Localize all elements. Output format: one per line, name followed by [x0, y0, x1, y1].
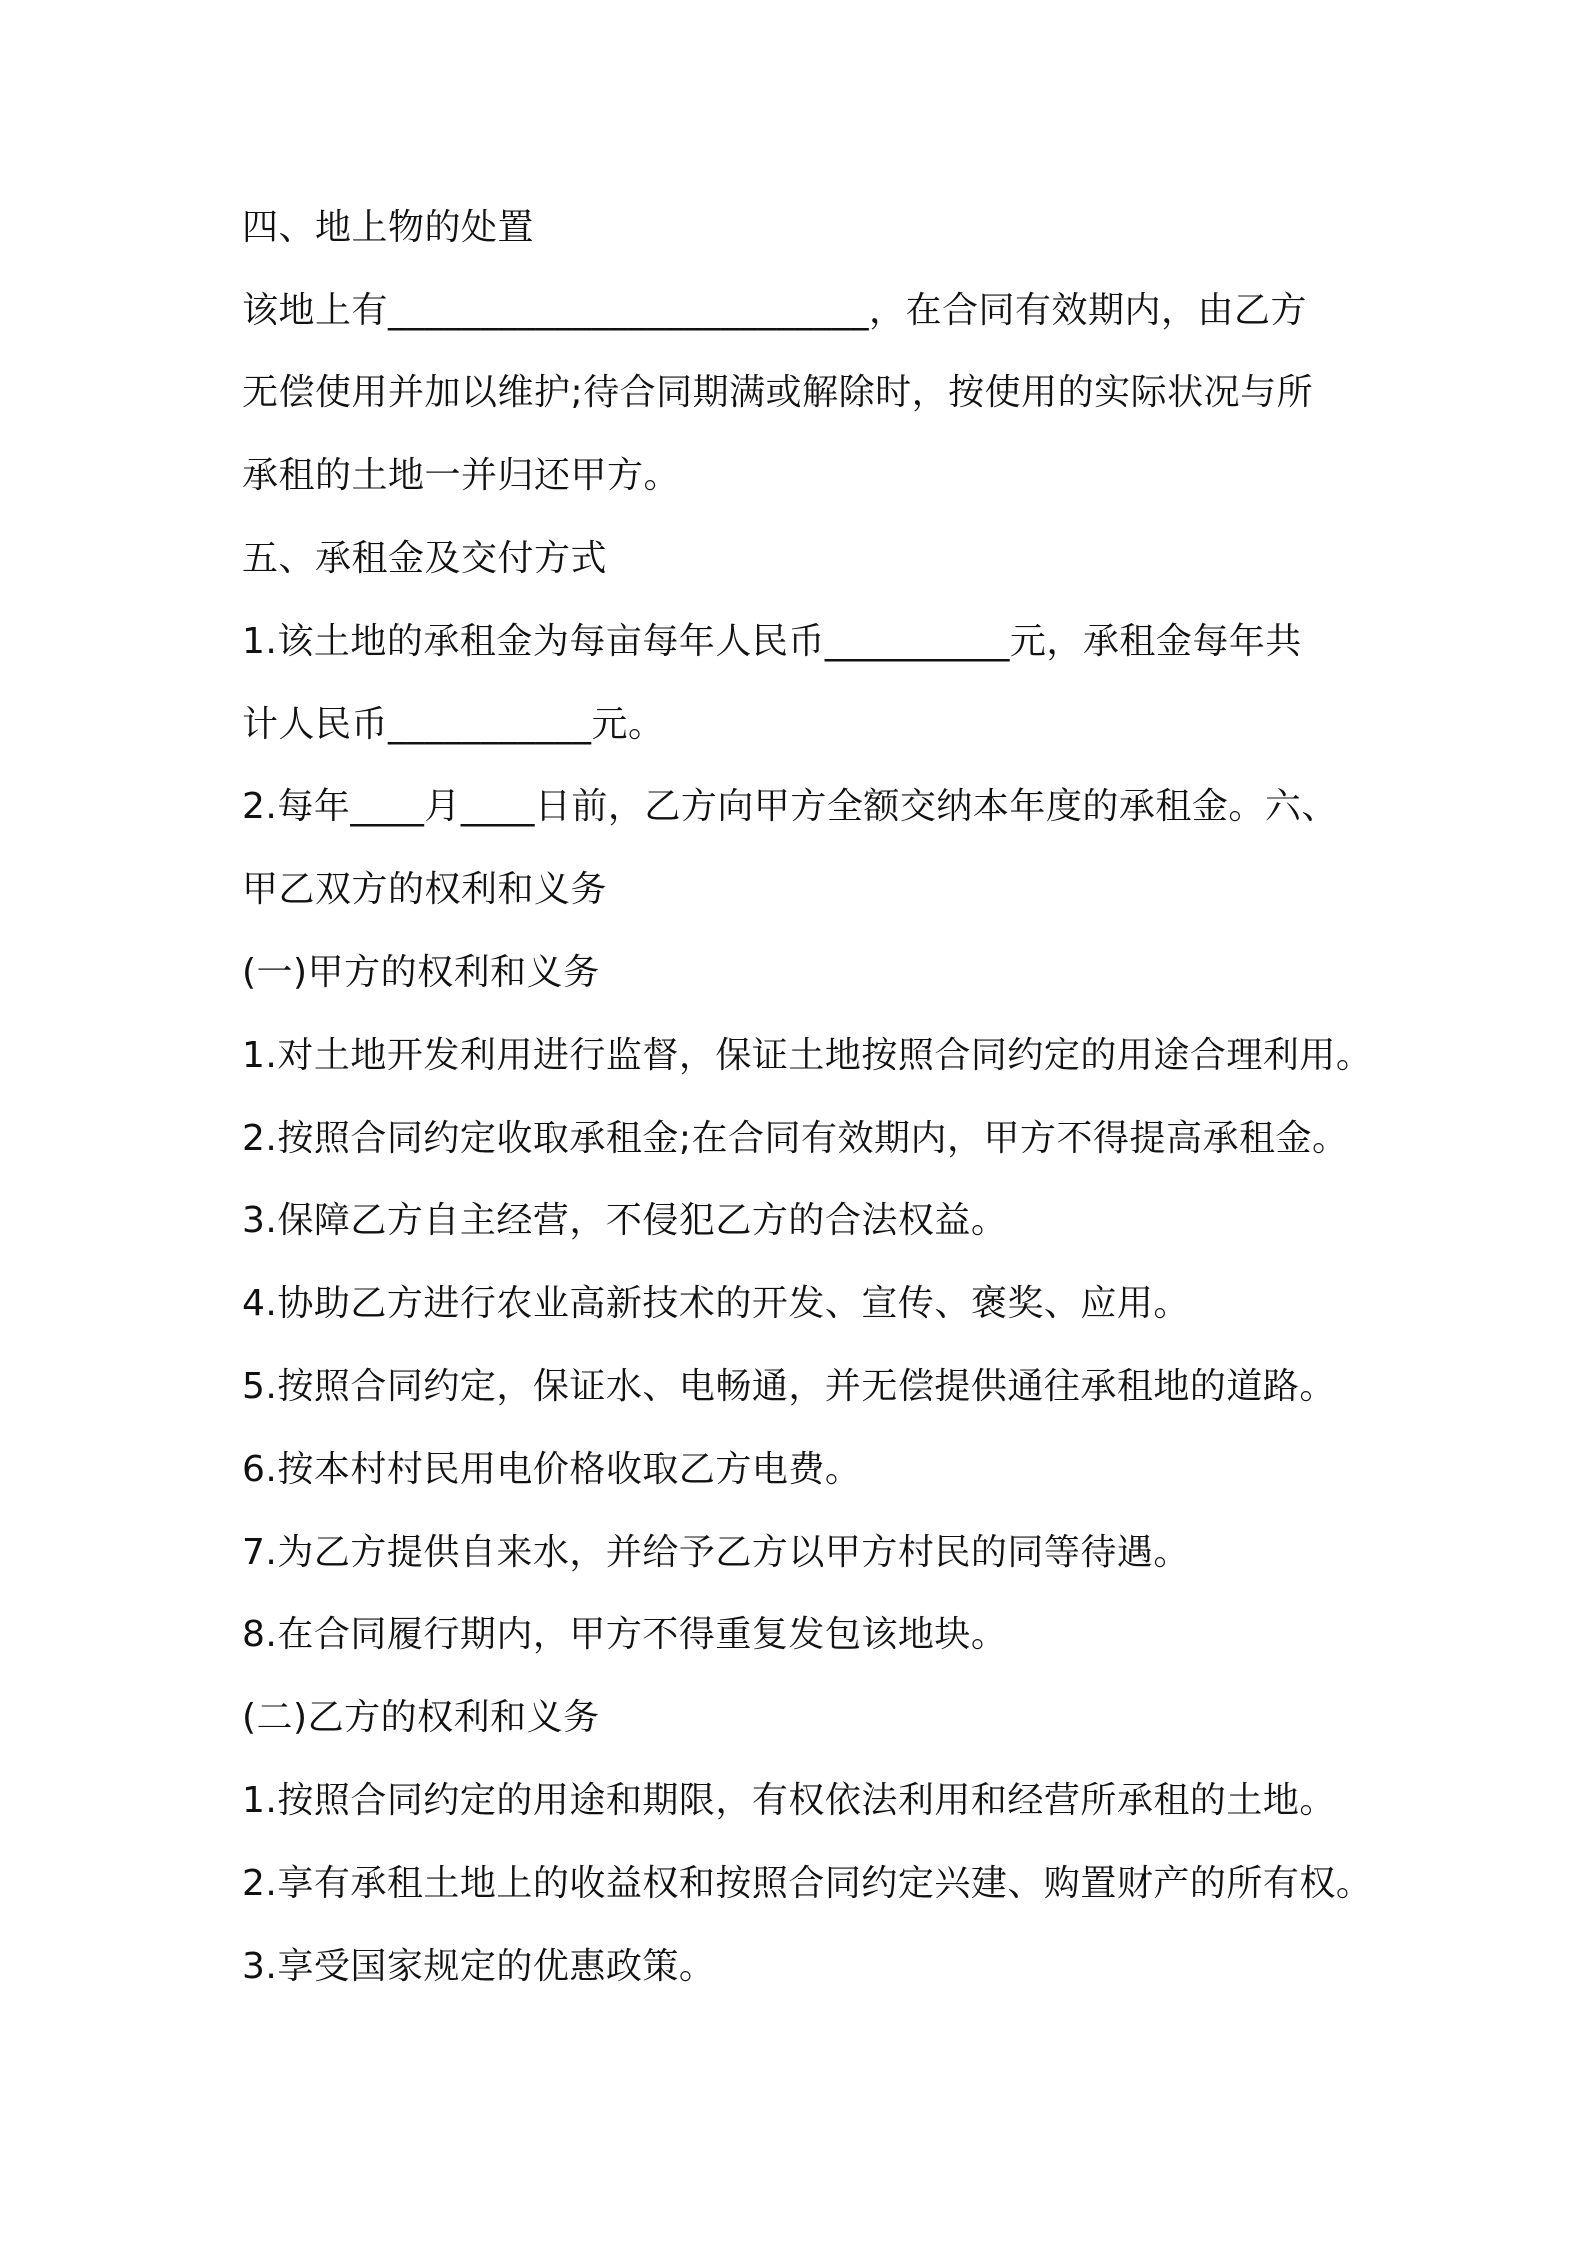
- section-heading-rights: 甲乙双方的权利和义务: [242, 869, 608, 910]
- subsection-heading-party-b: (二)乙方的权利和义务: [242, 1697, 600, 1738]
- list-item: 3.享受国家规定的优惠政策。: [242, 1946, 716, 1987]
- list-item: 1.对土地开发利用进行监督，保证土地按照合同约定的用途合理利用。: [242, 1035, 1373, 1076]
- list-item: 5.按照合同约定，保证水、电畅通，并无偿提供通往承租地的道路。: [242, 1366, 1336, 1407]
- paragraph-line: 2.每年____月____日前，乙方向甲方全额交纳本年度的承租金。六、: [242, 786, 1338, 827]
- section-heading-disposal: 四、地上物的处置: [242, 207, 535, 248]
- list-item: 4.协助乙方进行农业高新技术的开发、宣传、褒奖、应用。: [242, 1283, 1190, 1324]
- paragraph-line: 1.该土地的承租金为每亩每年人民币__________元，承租金每年共: [242, 621, 1302, 662]
- paragraph-line: 该地上有__________________________，在合同有效期内，由乙方: [242, 290, 1308, 331]
- paragraph-line: 计人民币___________元。: [242, 704, 665, 745]
- subsection-heading-party-a: (一)甲方的权利和义务: [242, 952, 600, 993]
- list-item: 1.按照合同约定的用途和期限，有权依法利用和经营所承租的土地。: [242, 1780, 1336, 1821]
- section-heading-rent: 五、承租金及交付方式: [242, 538, 608, 579]
- list-item: 7.为乙方提供自来水，并给予乙方以甲方村民的同等待遇。: [242, 1532, 1190, 1573]
- list-item: 2.按照合同约定收取承租金;在合同有效期内，甲方不得提高承租金。: [242, 1118, 1349, 1159]
- list-item: 8.在合同履行期内，甲方不得重复发包该地块。: [242, 1614, 1008, 1655]
- paragraph-line: 无偿使用并加以维护;待合同期满或解除时，按使用的实际状况与所: [242, 372, 1314, 413]
- paragraph-line: 承租的土地一并归还甲方。: [242, 455, 681, 496]
- list-item: 3.保障乙方自主经营，不侵犯乙方的合法权益。: [242, 1200, 1008, 1241]
- list-item: 6.按本村村民用电价格收取乙方电费。: [242, 1449, 862, 1490]
- list-item: 2.享有承租土地上的收益权和按照合同约定兴建、购置财产的所有权。: [242, 1863, 1373, 1904]
